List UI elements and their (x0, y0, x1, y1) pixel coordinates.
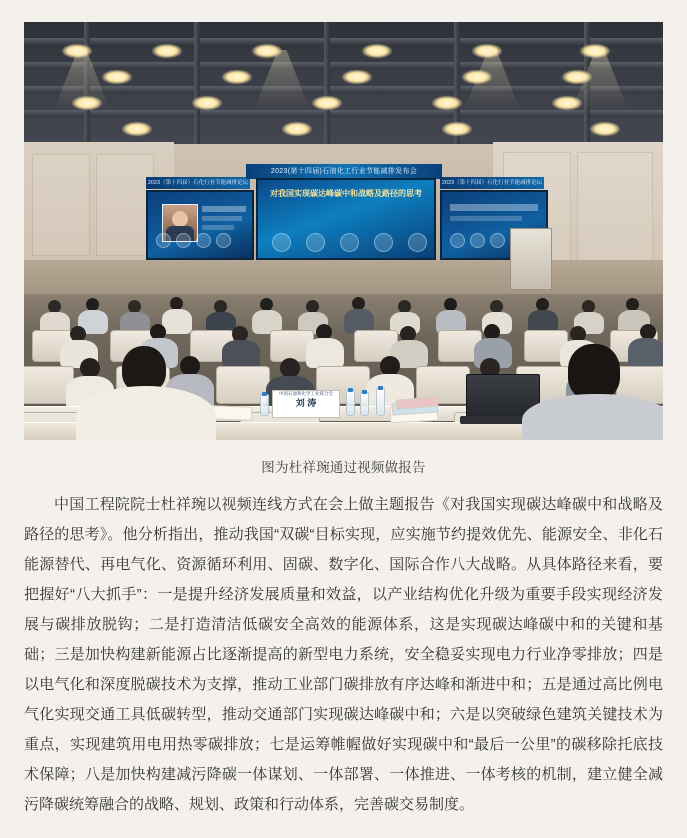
screen-dot-row (156, 233, 244, 251)
audience-area (24, 294, 663, 440)
ceiling-light-icon (312, 96, 342, 110)
water-bottle (346, 390, 355, 416)
water-bottle (260, 394, 269, 416)
ceiling-light-icon (122, 122, 152, 136)
attendee (306, 338, 344, 368)
bottle-cap (362, 390, 367, 394)
ceiling-light-icon (362, 44, 392, 58)
nameplate-name: 刘 涛 (295, 398, 317, 408)
light-cone (254, 50, 310, 110)
ceiling-beam (24, 110, 663, 117)
nameplate (272, 390, 340, 418)
water-bottle (360, 392, 369, 416)
screen-text-line (450, 216, 522, 221)
screen-dot (176, 233, 191, 248)
screen-dot-row (266, 233, 426, 251)
left-projection-screen (146, 190, 254, 260)
screen-text-line (202, 206, 246, 212)
ceiling-beam (24, 38, 663, 45)
attendee-head (568, 344, 620, 400)
wall-panel (577, 152, 653, 264)
screen-dot (216, 233, 231, 248)
article-paragraph: 中国工程院院士杜祥琬以视频连线方式在会上做主题报告《对我国实现碳达峰碳中和战略及路径的思考》。他分析指出，推动我国“双碳“目标实现，应实施节约提效优先、能源安全、非化石能源替代、再电气化、资源循环利用、固碳、数字化、国际合作八大战略。从具体路径来看，要把握好“八大抓手”：一是提升经济发展质量和效益，以产业结构优化升级为重要手段实现经济发展与碳排放脱钩；二是打造清洁低碳安全高效的能源体系，这是实现碳达峰碳中和的关键和基础；三是加快构建新能源占比逐渐提高的新型电力系统，安全稳妥实现电力行业净零排放；四是以电气化和深度脱碳技术为支撑，推动工业部门碳排放有序达峰和渐进中和；五是通过高比例电气化实现交通工具低碳转型，推动交通部门实现碳达峰碳中和；六是以突破绿色建筑关键技术为重点，实现建筑用电用热零碳排放；七是运筹帷幄做好实现碳中和“最后一公里”的碳移除托底技术保障；八是加快构建减污降碳一体谋划、一体部署、一体推进、一体考核的机制，建立健全减污降碳统筹融合的战略、规划、政策和行动体系，完善碳交易制度。 (24, 496, 663, 813)
screen-dot (450, 233, 465, 248)
screen-text-line (202, 225, 234, 230)
main-screen-slide-title: 对我国实现碳达峰碳中和战略及路径的思考 (270, 189, 422, 198)
attendee (628, 338, 663, 368)
ceiling-beam-vertical (324, 22, 330, 150)
attendee (162, 309, 192, 334)
screen-text-line (202, 216, 242, 221)
photo-caption: 图为杜祥琬通过视频做报告 (261, 460, 426, 475)
attendee-foreground (522, 394, 663, 440)
ceiling-light-icon (192, 96, 222, 110)
ceiling-light-icon (102, 70, 132, 84)
article-body (24, 490, 663, 820)
speaker-head (172, 211, 188, 227)
bottle-cap (378, 386, 383, 390)
right-screen-banner: 2023（第十四届）石化行业节能减排论坛 (440, 177, 544, 189)
screen-dot (374, 233, 393, 252)
water-bottle (376, 388, 385, 416)
document-paper (210, 405, 252, 420)
main-projection-screen (256, 178, 436, 260)
wall-panel (32, 154, 90, 256)
screen-dot (156, 233, 171, 248)
attendee-head (80, 358, 100, 378)
ceiling (24, 22, 663, 150)
screen-dot (196, 233, 211, 248)
ceiling-light-icon (152, 44, 182, 58)
ceiling-light-icon (282, 122, 312, 136)
ceiling-light-icon (442, 122, 472, 136)
conference-hall-photo (24, 22, 663, 440)
attendee-head (180, 356, 200, 376)
ceiling-light-icon (342, 70, 372, 84)
ceiling-beam (24, 62, 663, 69)
ceiling-beam-vertical (194, 22, 200, 150)
screen-text-line (450, 204, 538, 211)
screen-dot (272, 233, 291, 252)
ceiling-light-icon (222, 70, 252, 84)
screen-dot (340, 233, 359, 252)
main-screen-banner: 2023(第十四届)石油化工行业节能减排发布会 (246, 164, 442, 179)
ceiling-light-icon (590, 122, 620, 136)
screen-dot (408, 233, 427, 252)
attendee-foreground (76, 386, 216, 440)
ceiling-light-icon (432, 96, 462, 110)
screen-dot (470, 233, 485, 248)
nameplate-org: 中国石油和化学工业联合会 (279, 391, 333, 396)
attendee-head (380, 356, 400, 376)
bottle-cap (348, 388, 353, 392)
podium (510, 228, 552, 290)
bottle-cap (262, 392, 267, 396)
attendee-head (280, 358, 300, 378)
ceiling-beam (24, 86, 663, 93)
screen-dot (490, 233, 505, 248)
left-screen-banner: 2023（第十四届）石化行业节能减排论坛 (146, 177, 250, 189)
light-cone (54, 50, 110, 110)
attendee (222, 340, 260, 368)
screen-dot (306, 233, 325, 252)
